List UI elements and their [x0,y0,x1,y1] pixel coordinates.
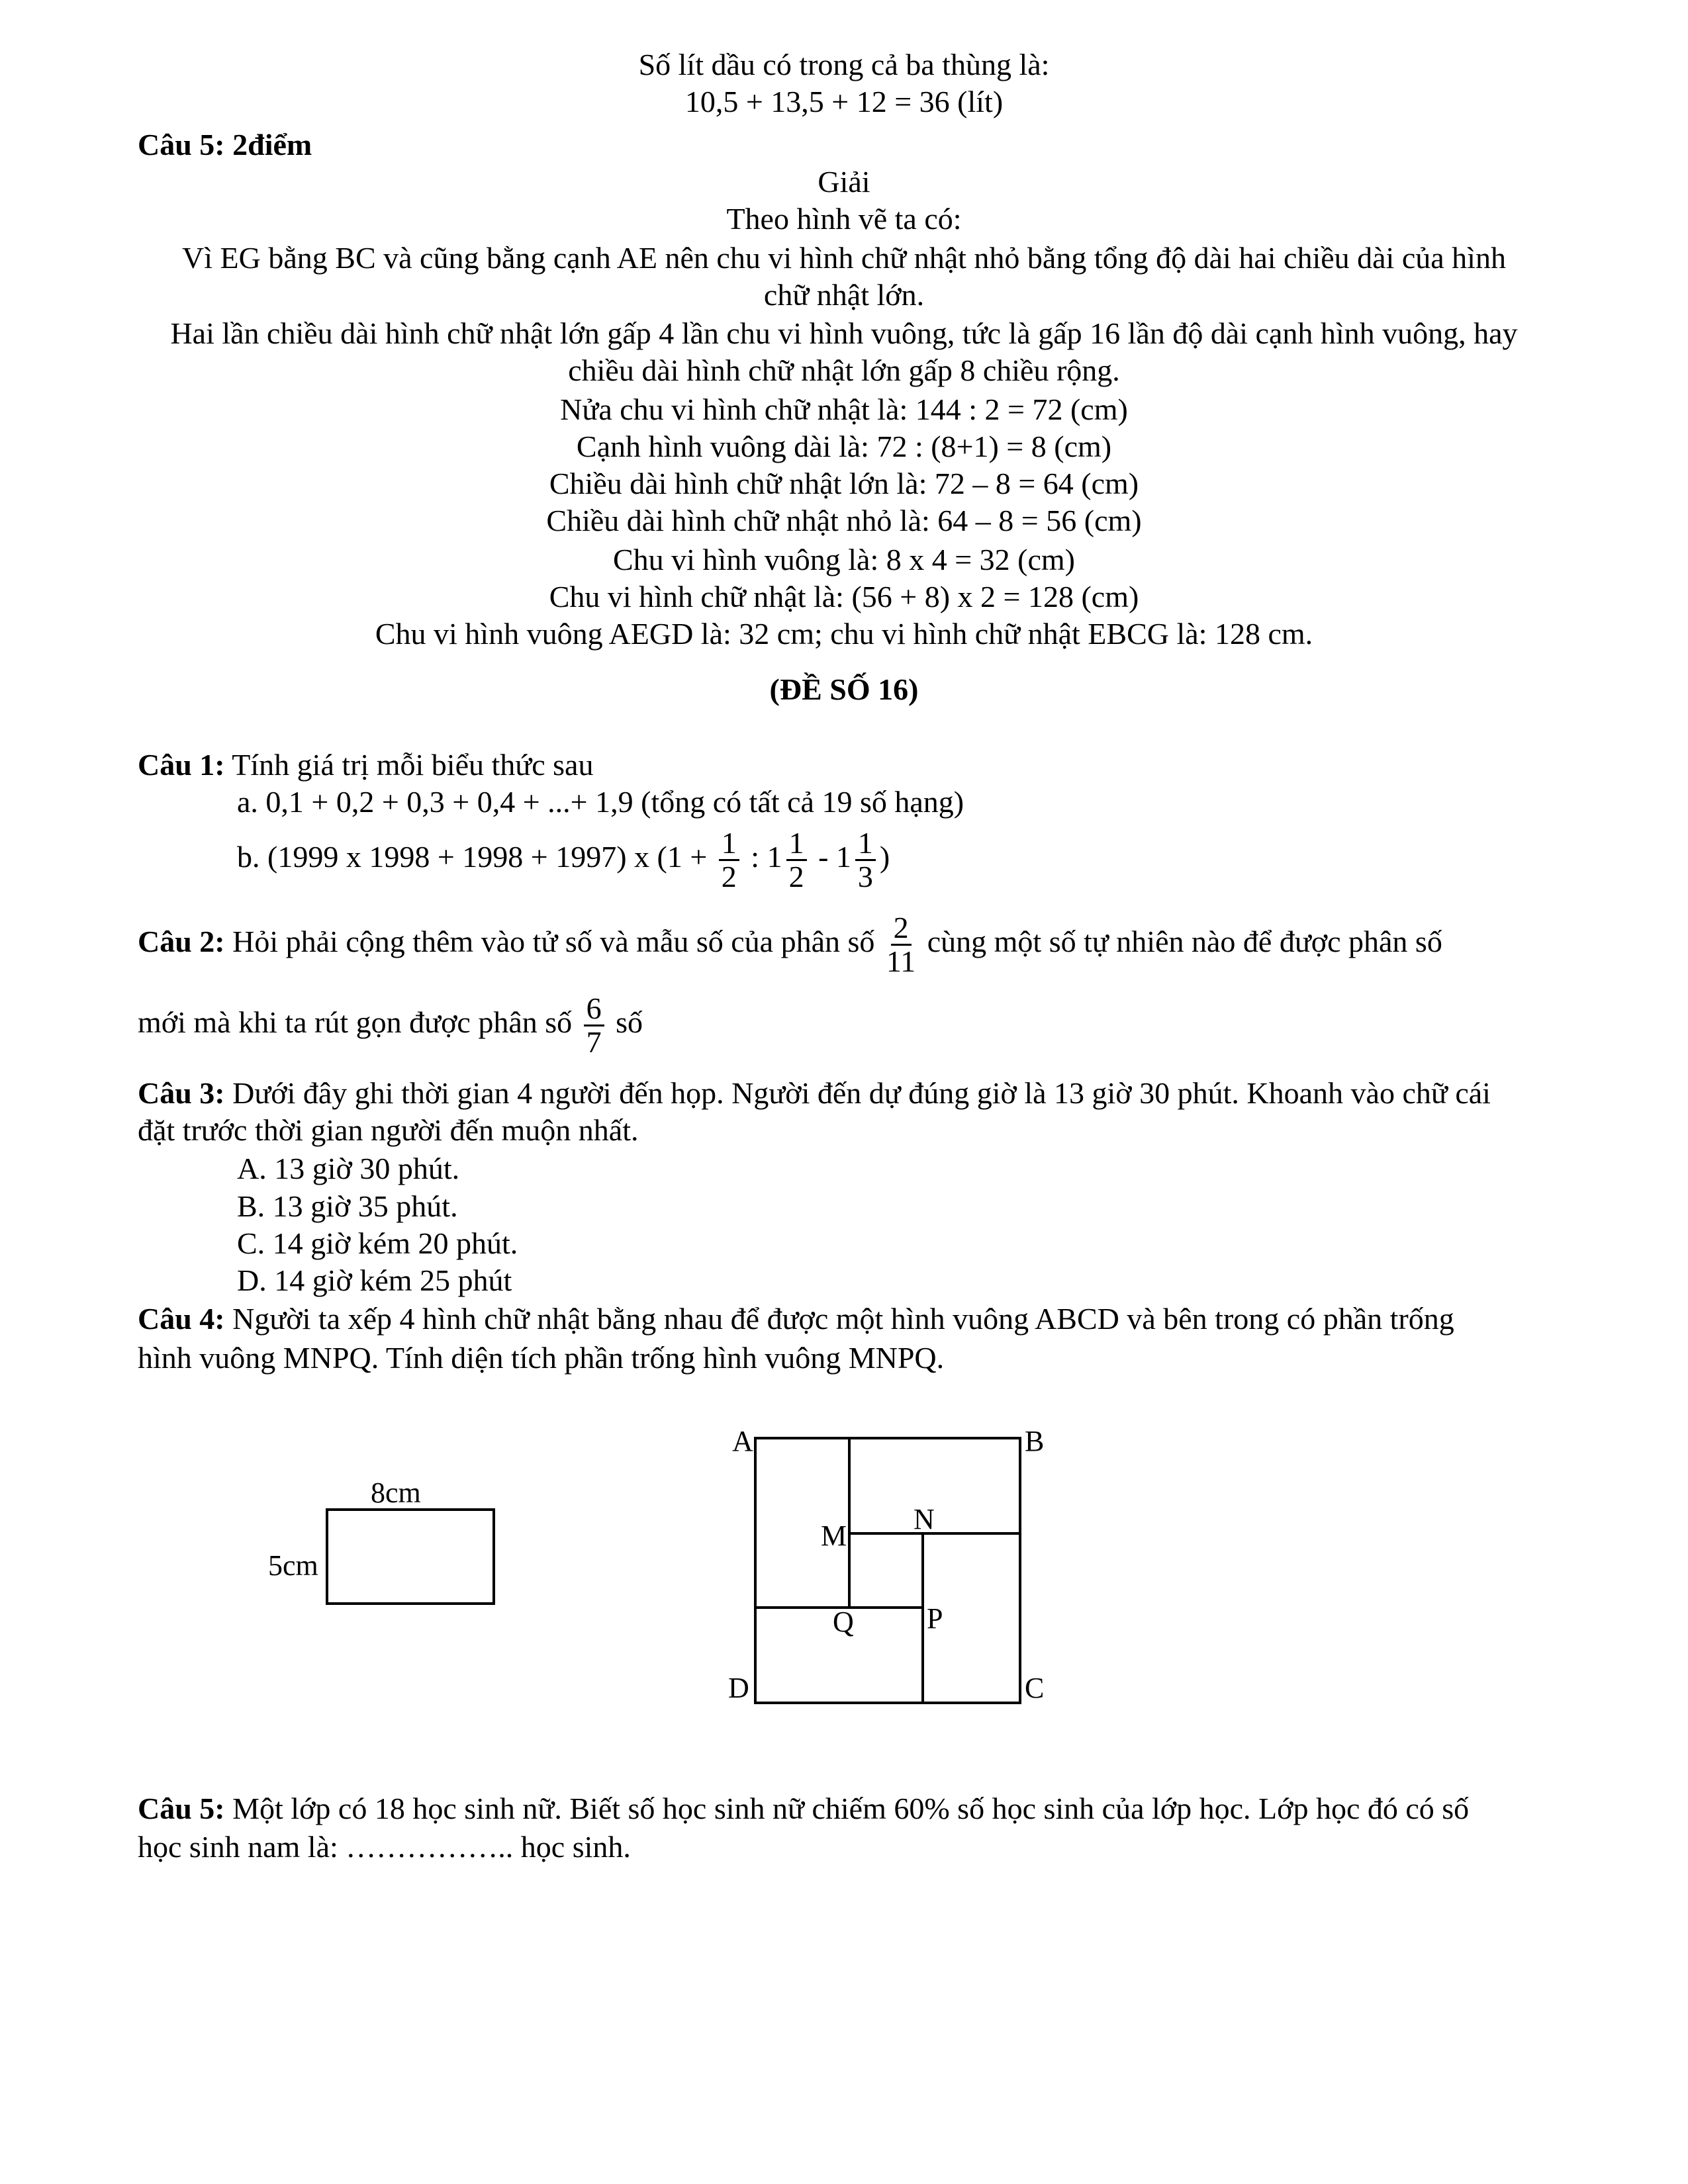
numerator: 1 [719,827,739,861]
fraction [719,827,739,893]
option-a: A. 13 giờ 30 phút. [237,1152,460,1185]
text-line: chiều dài hình chữ nhật lớn gấp 8 chiều rộng. [568,353,1120,387]
question-text: mới mà khi ta rút gọn được phân số [138,1005,580,1040]
question-label: Câu 1: [138,748,225,782]
question-text: Người ta xếp 4 hình chữ nhật bằng nhau để được một hình vuông ABCD và bên trong có phần trống [224,1302,1454,1336]
question-1 [138,747,593,784]
question-text: cùng một số tự nhiên nào để được phân số [919,925,1442,959]
text-line: Chiều dài hình chữ nhật nhỏ là: 64 – 8 = 56 (cm) [546,504,1142,537]
question-text: Tính giá trị mỗi biểu thức sau [224,748,594,782]
denominator: 7 [586,1025,602,1059]
fraction [786,827,807,893]
point-label-n: N [914,1503,935,1535]
text-line: Hai lần chiều dài hình chữ nhật lớn gấp 4 lần chu vi hình vuông, tức là gấp 16 lần độ dài cạnh hình vuông, hay [170,316,1518,350]
question-heading: Câu 5: 2điểm [138,128,312,161]
question-text: số [608,1005,643,1040]
text-line: Số lít dầu có trong cả ba thùng là: [638,48,1050,81]
expression-text: ) [879,840,890,874]
text-line: Theo hình vẽ ta có: [726,202,962,236]
numerator: 1 [855,827,876,861]
expression-text: b. (1999 x 1998 + 1998 + 1997) x (1 + [237,840,715,874]
fraction [584,993,604,1058]
point-label-p: P [927,1602,943,1635]
question-text: Một lớp có 18 học sinh nữ. Biết số học sinh nữ chiếm 60% số học sinh của lớp học. Lớp học đó có số [224,1792,1470,1825]
text-line: Cạnh hình vuông dài là: 72 : (8+1) = 8 (cm) [576,430,1112,463]
option-b: B. 13 giờ 35 phút. [237,1189,458,1223]
text-line: Nửa chu vi hình chữ nhật là: 144 : 2 = 72 (cm) [560,392,1128,426]
option-d: D. 14 giờ kém 25 phút [237,1263,512,1297]
square-abcd [755,1438,1020,1703]
text-line: Chu vi hình vuông là: 8 x 4 = 32 (cm) [613,543,1075,576]
small-rectangle [327,1510,494,1604]
question-5 [138,1790,1469,1827]
denominator: 3 [857,860,873,893]
denominator: 2 [788,860,804,893]
text-line: Chu vi hình chữ nhật là: (56 + 8) x 2 = 128 (cm) [549,580,1139,614]
solution-heading: Giải [818,165,870,199]
question-1-b [237,827,890,893]
question-4-cont: hình vuông MNPQ. Tính diện tích phần trống hình vuông MNPQ. [138,1341,945,1375]
question-label: Câu 2: [138,925,225,959]
numerator: 6 [584,993,604,1026]
question-label: Câu 3: [138,1076,225,1110]
text-line: chữ nhật lớn. [763,278,925,312]
question-2-cont [138,993,643,1058]
option-c: C. 14 giờ kém 20 phút. [237,1226,518,1260]
text-line: Chu vi hình vuông AEGD là: 32 cm; chu vi hình chữ nhật EBCG là: 128 cm. [375,617,1313,651]
text-line: 10,5 + 13,5 + 12 = 36 (lít) [684,85,1004,118]
text-line: Chiều dài hình chữ nhật lớn là: 72 – 8 = 64 (cm) [549,467,1139,500]
question-text: Hỏi phải cộng thêm vào tử số và mẫu số của phân số [224,925,882,959]
rect-height-label: 5cm [268,1549,318,1582]
exam-title: (ĐỀ SỐ 16) [769,672,919,706]
expression-text: - 1 [810,840,851,874]
question-4 [138,1300,1454,1338]
numerator: 1 [786,827,807,861]
text-line: Vì EG bằng BC và cũng bằng cạnh AE nên chu vi hình chữ nhật nhỏ bằng tổng độ dài hai chiều dài của hình [182,241,1506,275]
point-label-m: M [821,1520,847,1552]
fraction [855,827,876,893]
question-label: Câu 5: [138,1792,225,1825]
square-outline [755,1438,1020,1703]
expression-text: : 1 [743,840,782,874]
question-3 [138,1075,1491,1112]
numerator: 2 [891,912,912,946]
point-label-b: B [1025,1425,1045,1457]
question-2 [138,912,1442,978]
point-label-d: D [728,1672,749,1704]
rect-width-label: 8cm [371,1477,421,1509]
point-label-q: Q [833,1606,854,1638]
point-label-c: C [1025,1672,1045,1704]
question-3-cont: đặt trước thời gian người đến muộn nhất. [138,1113,639,1147]
denominator: 2 [721,860,737,893]
fraction [886,912,915,978]
question-text: Dưới đây ghi thời gian 4 người đến họp. Người đến dự đúng giờ là 13 giờ 30 phút. Khoanh vào chữ cái [224,1076,1491,1110]
point-label-a: A [732,1425,753,1457]
question-label: Câu 4: [138,1302,225,1336]
question-1-a: a. 0,1 + 0,2 + 0,3 + 0,4 + ...+ 1,9 (tổng có tất cả 19 số hạng) [237,785,964,819]
denominator: 11 [886,944,916,978]
question-5-cont: học sinh nam là: …………….. học sinh. [138,1830,631,1864]
